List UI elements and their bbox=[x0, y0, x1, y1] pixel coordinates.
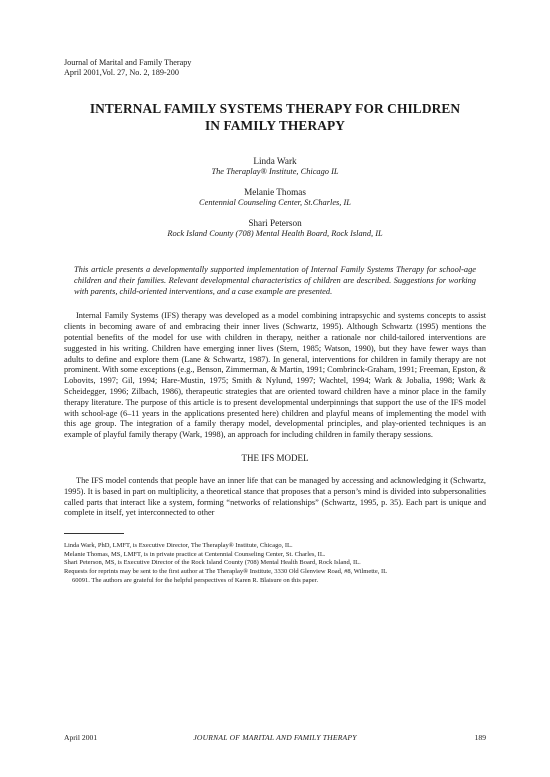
page-number: 189 bbox=[474, 733, 486, 742]
footnote-divider bbox=[64, 533, 124, 534]
journal-header bbox=[64, 58, 486, 78]
footnote: Linda Wark, PhD, LMFT, is Executive Director, The Theraplay® Institute, Chicago, IL. bbox=[64, 542, 293, 550]
title-line-2: IN FAMILY THERAPY bbox=[204, 118, 346, 133]
footnotes bbox=[64, 542, 486, 585]
title-line-1: INTERNAL FAMILY SYSTEMS THERAPY FOR CHILDREN bbox=[89, 101, 461, 116]
footnote: Shari Peterson, MS, is Executive Director of the Rock Island County (708) Mental Health Board, Rock Island, IL. bbox=[64, 559, 361, 567]
journal-issue: April 2001,Vol. 27, No. 2, 189-200 bbox=[64, 68, 179, 77]
author-name: Melanie Thomas bbox=[244, 187, 306, 197]
journal-name: Journal of Marital and Family Therapy bbox=[64, 58, 192, 67]
author-3 bbox=[64, 218, 486, 239]
section-heading: THE IFS MODEL bbox=[241, 452, 309, 463]
author-2 bbox=[64, 187, 486, 208]
footnote: Requests for reprints may be sent to the first author at The Theraplay® Institute, 3330 Old Glenview Road, #8, Wilmette, IL bbox=[64, 567, 388, 575]
footnote-continuation: 60091. The authors are grateful for the helpful perspectives of Karen R. Blaisure on this paper. bbox=[72, 576, 319, 584]
author-affiliation: Centennial Counseling Center, St.Charles, IL bbox=[199, 198, 351, 207]
abstract: This article presents a developmentally supported implementation of Internal Family Systems Therapy for school-age children and their families. Relevant developmental characteristics of children are described. Suggestions for working with parents, child-oriented interventions, and a case example are presented. bbox=[74, 265, 476, 296]
intro-paragraph: Internal Family Systems (IFS) therapy was developed as a model combining intrapsychic and systems concepts to assist clients in becoming aware of and embracing their inner lives (Schwartz, 1995). Although Schwartz (1995) mentions the potential benefits of the model for use with children in therapy, neither a rationale nor child-tailored interventions are suggested in his writing. Children have emerging inner lives (Stern, 1985; Watson, 1990), but they have fewer ways than adults to define and explore them (Lane & Schwartz, 1987). In general, interventions for children in family therapy are not prominent. With some exceptions (e.g., Benson, Zimmerman, & Martin, 1991; Combrinck-Graham, 1991; Freeman, Epston, & Lobovits, 1997; Gil, 1994; Hare-Mustin, 1975; Smith & Nylund, 1997; Wachtel, 1994; Wark & Jobalia, 1998; Wark & Scheidegger, 1996; Zilbach, 1986), therapeutic strategies that are oriented toward children have a minor place in the family therapy literature. The purpose of this article is to present developmental underpinnings that support the use of the IFS model with school-age (6–11 years in the applications presented here) children and playful means of implementing the model with this age group. The integration of a family therapy model, developmental principles, and play-oriented techniques is an example of playful family therapy (Wark, 1998), an approach for including children in family therapy sessions. bbox=[64, 311, 486, 440]
author-name: Shari Peterson bbox=[248, 218, 302, 228]
section-paragraph: The IFS model contends that people have an inner life that can be managed by accessing and acknowledging it (Schwartz, 1995). It is based in part on multiplicity, a theoretical stance that proposes that a person’s mind is divided into subpersonalities called parts that interact like a system, forming “networks of relationships” (Schwartz, 1995, p. 35). Each part is unique and complete in itself, yet interconnected to other bbox=[64, 475, 486, 518]
footer-journal: JOURNAL OF MARITAL AND FAMILY THERAPY bbox=[193, 733, 357, 742]
author-affiliation: The Theraplay® Institute, Chicago IL bbox=[211, 167, 339, 176]
article-title bbox=[64, 100, 486, 134]
footer-date: April 2001 bbox=[64, 733, 98, 742]
footnote: Melanie Thomas, MS, LMFT, is in private practice at Centennial Counseling Center, St. Charles, IL. bbox=[64, 550, 326, 558]
author-name: Linda Wark bbox=[253, 156, 297, 166]
author-1 bbox=[64, 156, 486, 177]
author-affiliation: Rock Island County (708) Mental Health Board, Rock Island, IL bbox=[167, 229, 383, 238]
